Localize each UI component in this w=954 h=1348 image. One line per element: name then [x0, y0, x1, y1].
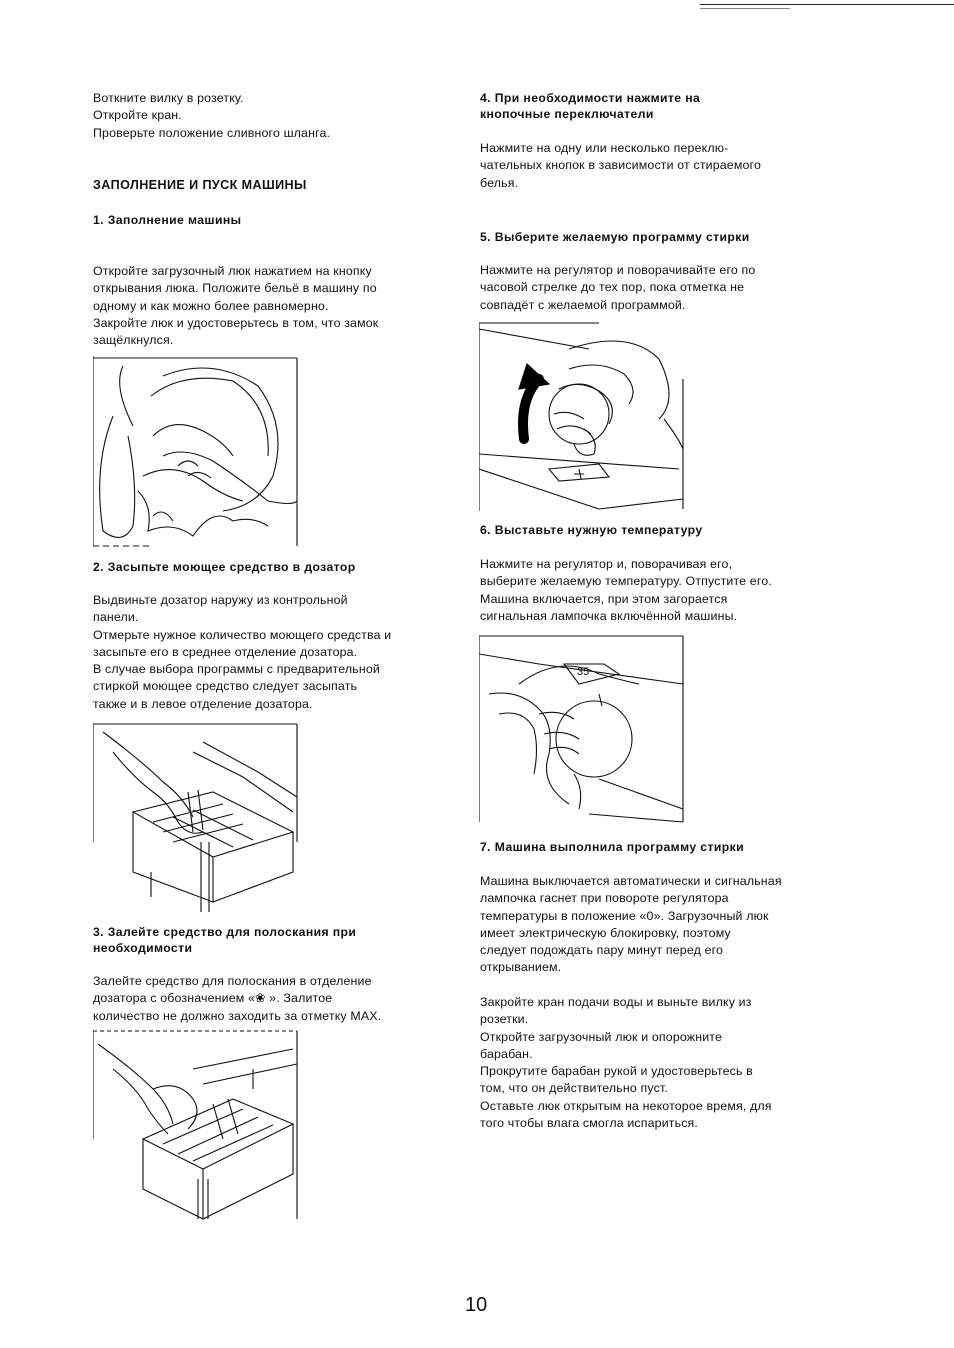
- temperature-dial-illustration: [479, 634, 685, 826]
- intro-text: Воткните вилку в розетку. Откройте кран. Проверьте положение сливного шланга.: [93, 91, 331, 140]
- step2-text: Выдвиньте дозатор наружу из контрольной панели. Отмерьте нужное количество моющего средства и засыпьте его в среднее отделение дозатора. В случае выбора программы с предварительной стиркой моющее средство следует засыпать также и в левое отделение дозатора.: [93, 593, 392, 711]
- step1-heading: 1. Заполнение машины: [93, 213, 242, 227]
- step7-text-closing: Закройте кран подачи воды и выньте вилку из розетки. Откройте загрузочный люк и опорожните барабан. Прокрутите барабан рукой и удостоверьтесь в том, что он действительно пуст. Оставьте люк открытым на некоторое время, для того чтобы влага смогла испариться.: [480, 995, 772, 1131]
- step7-heading: 7. Машина выполнила программу стирки: [480, 840, 744, 854]
- step6-text: Нажмите на регулятор и, поворачивая его, выберите желаемую температуру. Отпустите его. Машина включается, при этом загорается сигнальная лампочка включённой машины.: [480, 557, 772, 623]
- step6-heading: 6. Выставьте нужную температуру: [480, 523, 703, 537]
- temperature-dial-value: 35: [577, 666, 590, 678]
- section-title: ЗАПОЛНЕНИЕ И ПУСК МАШИНЫ: [93, 178, 307, 192]
- step3-text: Залейте средство для полоскания в отделение дозатора с обозначением «❀ ». Залитое количество не должно заходить за отметку MAX.: [93, 974, 382, 1023]
- step2-heading: 2. Засыпьте моющее средство в дозатор: [93, 560, 356, 574]
- page-number: 10: [465, 1294, 488, 1316]
- step4-heading: 4. При необходимости нажмите на кнопочные переключатели: [480, 91, 701, 121]
- detergent-dispenser-illustration: [93, 722, 299, 914]
- step7-text: Машина выключается автоматически и сигнальная лампочка гаснет при повороте регулятора температуры в положение «0». Загрузочный люк имеет электрическую блокировку, поэтому следует подождать пару минут перед его открыванием.: [480, 874, 782, 975]
- program-dial-illustration: [479, 319, 685, 511]
- header-rule-short: [700, 8, 790, 9]
- step5-text: Нажмите на регулятор и поворачивайте его по часовой стрелке до тех пор, пока отметка не совпадёт с желаемой программой.: [480, 263, 756, 312]
- step3-heading: 3. Залейте средство для полоскания при необходимости: [93, 925, 357, 955]
- step1-text: Откройте загрузочный люк нажатием на кнопку открывания люка. Положите бельё в машину по одному и как можно более равномерно. Закройте люк и удостоверьтесь в том, что замок защёлкнулся.: [93, 264, 379, 348]
- loading-laundry-illustration: [93, 356, 299, 548]
- step4-text: Нажмите на одну или несколько переклю- чательных кнопок в зависимости от стираемого белья.: [480, 141, 761, 190]
- step5-heading: 5. Выберите желаемую программу стирки: [480, 230, 750, 244]
- fabric-softener-illustration: [93, 1029, 299, 1221]
- header-rule: [700, 4, 954, 5]
